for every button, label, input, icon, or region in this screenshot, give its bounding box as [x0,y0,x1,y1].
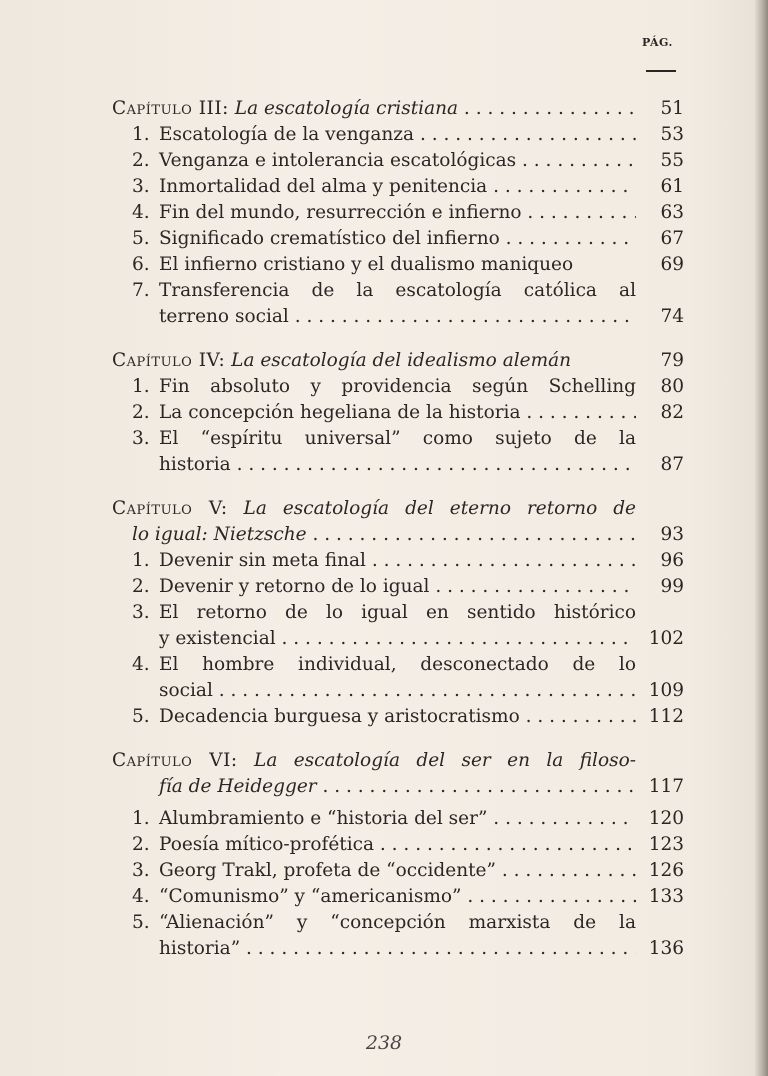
entry-text-line1: El hombre individual, desconectado de lo [159,654,636,675]
toc-entry [112,278,684,304]
page-number: 53 [660,124,684,145]
entry-text-line1: “Alienación” y “concepción marxista de la [159,912,636,933]
entry-number: 3. [132,428,150,449]
entry-number: 1. [132,550,150,571]
entry-number: 4. [132,202,150,223]
toc-entry [112,252,684,278]
toc-entry-continuation [112,452,684,478]
chapter-title-line1: La escatología del eterno retorno de [243,498,636,519]
entry-text: Devenir sin meta final [159,550,366,571]
chapter-heading [112,748,684,774]
entry-text: Escatología de la venganza [159,124,415,145]
chapter-label: Capítulo IV: [112,350,226,371]
entry-number: 3. [132,860,150,881]
chapter-title-line2: lo igual: Nietzsche [132,524,307,545]
entry-text-line2: historia [159,454,231,475]
page-number: 87 [660,454,684,475]
page-number: 133 [648,886,684,907]
page-number: 120 [648,808,684,829]
toc-entry [112,400,684,426]
toc-entry [112,174,684,200]
chapter-title: La escatología del idealismo alemán [231,350,572,371]
entry-number: 2. [132,834,150,855]
toc-entry [112,704,684,730]
page-edge-shadow [754,0,768,1076]
page-number: 79 [660,350,684,371]
page-number: 117 [648,776,684,797]
chapter-heading-continuation [112,522,684,548]
toc-entry [112,122,684,148]
chapter-title-line2: fía de Heidegger [159,776,317,797]
chapter-label: Capítulo V: [112,498,228,519]
toc-entry [112,426,684,452]
entry-number: 1. [132,808,150,829]
entry-number: 6. [132,254,150,275]
toc-entry [112,548,684,574]
entry-text-line2: historia” [159,938,241,959]
entry-number: 4. [132,654,150,675]
page-number: 80 [660,376,684,397]
toc-entry [112,600,684,626]
entry-number: 2. [132,402,150,423]
entry-text-line1: Transferencia de la escatología católica al [159,280,636,301]
toc-entry [112,806,684,832]
entry-text: Poesía mítico-profética [159,834,375,855]
page-number: 126 [648,860,684,881]
entry-text: Decadencia burguesa y aristocratismo [159,706,520,727]
entry-number: 7. [132,280,150,301]
page-number: 67 [660,228,684,249]
toc-entry [112,832,684,858]
page-column-header: PÁG. [642,36,673,49]
page-number: 51 [660,98,684,119]
entry-number: 3. [132,176,150,197]
entry-number: 3. [132,602,150,623]
chapter-heading [112,496,684,522]
entry-text: Inmortalidad del alma y penitencia [159,176,488,197]
page-number: 136 [648,938,684,959]
toc-entry-continuation [112,626,684,652]
entry-number: 1. [132,376,150,397]
page-number: 61 [660,176,684,197]
entry-text: Devenir y retorno de lo igual [159,576,430,597]
page-number: 109 [648,680,684,701]
toc-entry-continuation [112,936,684,962]
page-number: 69 [660,254,684,275]
page-number: 123 [648,834,684,855]
toc-entry [112,574,684,600]
entry-number: 2. [132,150,150,171]
chapter-label: Capítulo III: [112,98,229,119]
entry-text: Venganza e intolerancia escatológicas [159,150,517,171]
toc-entry [112,884,684,910]
entry-number: 5. [132,912,150,933]
chapter-title: La escatología cristiana [234,98,459,119]
toc-entry [112,652,684,678]
page-number: 55 [660,150,684,171]
entry-number: 5. [132,706,150,727]
toc-entry [112,148,684,174]
entry-text: Significado crematístico del infierno [159,228,500,249]
chapter-label: Capítulo VI: [112,750,238,771]
entry-text-line1: El retorno de lo igual en sentido histórico [159,602,636,623]
entry-text: Alumbramiento e “historia del ser” [159,808,488,829]
header-rule [646,70,676,72]
page-number: 74 [660,306,684,327]
entry-text-line1: El “espíritu universal” como sujeto de la [159,428,636,449]
chapter-title-line1: La escatología del ser en la filoso- [254,750,636,771]
table-of-contents [112,96,684,962]
page-number: 82 [660,402,684,423]
entry-number: 5. [132,228,150,249]
toc-entry [112,910,684,936]
page-number: 93 [660,524,684,545]
entry-text: Georg Trakl, profeta de “occidente” [159,860,496,881]
chapter-heading [112,348,684,374]
page-number: 96 [660,550,684,571]
toc-entry [112,858,684,884]
entry-text: “Comunismo” y “americanismo” [159,886,462,907]
page-number: 112 [648,706,684,727]
chapter-heading [112,96,684,122]
entry-text-line2: terreno social [159,306,289,327]
toc-entry-continuation [112,678,684,704]
page-number: 102 [648,628,684,649]
toc-entry [112,374,684,400]
entry-text: La concepción hegeliana de la historia [159,402,521,423]
entry-text-line2: y existencial [159,628,276,649]
entry-number: 1. [132,124,150,145]
entry-text: Fin absoluto y providencia según Schelling [159,376,636,397]
entry-text-line2: social [159,680,213,701]
entry-text: El infierno cristiano y el dualismo maniqueo [159,254,574,275]
toc-entry [112,226,684,252]
entry-text: Fin del mundo, resurrección e infierno [159,202,522,223]
folio-page-number: 238 [365,1032,403,1054]
entry-number: 4. [132,886,150,907]
page-number: 99 [660,576,684,597]
chapter-heading-continuation [112,774,684,800]
page-number: 63 [660,202,684,223]
entry-number: 2. [132,576,150,597]
toc-entry [112,200,684,226]
toc-entry-continuation [112,304,684,330]
